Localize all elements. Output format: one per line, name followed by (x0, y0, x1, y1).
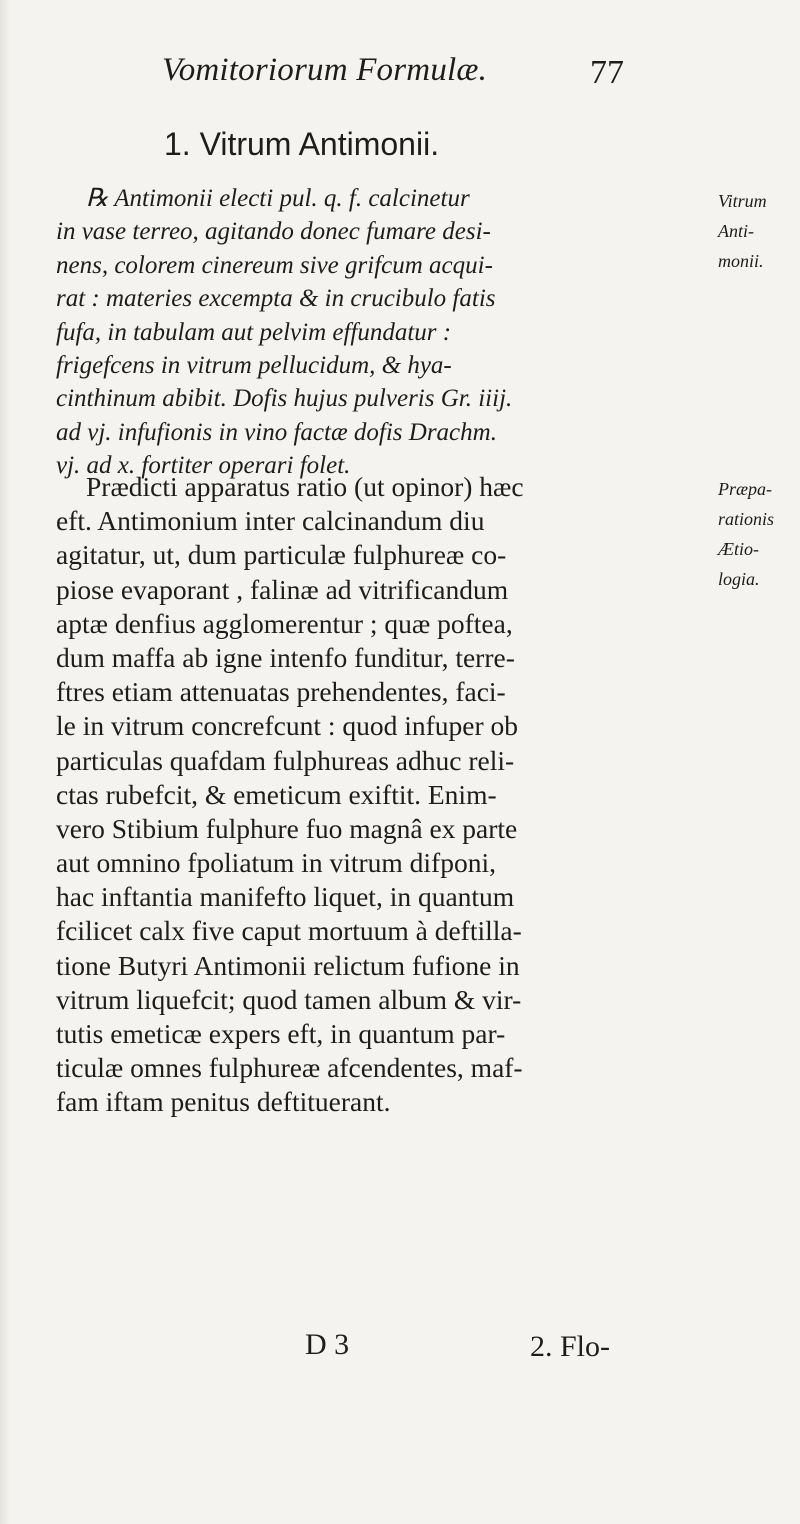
margin-note-line: logia. (718, 569, 760, 589)
catchword: 2. Flo- (530, 1330, 611, 1363)
commentary-line: piose evaporant , falinæ ad vitrificandum (56, 573, 509, 605)
commentary-line: le in vitrum concrefcunt : quod infuper ob (56, 710, 519, 742)
margin-note-aetiologia (718, 474, 798, 594)
binding-shadow (0, 0, 10, 1524)
commentary-line: vero Stibium fulphure fuo magnâ ex parte (56, 812, 518, 844)
recipe-block (56, 182, 706, 483)
commentary-line: aptæ denfius agglomerentur ; quæ poftea, (56, 607, 513, 639)
commentary-line: ticulæ omnes fulphureæ afcendentes, maf- (56, 1052, 523, 1084)
commentary-line: ctas rubefcit, & emeticum exiftit. Enim- (56, 778, 497, 810)
commentary-line: tione Butyri Antimonii relictum fufione in (56, 949, 520, 981)
page-number: 77 (590, 54, 624, 91)
recipe-line: cinthinum abibit. Dofis hujus pulveris Gr. iiij. (56, 385, 513, 413)
recipe-line: rat : materies excempta & in crucibulo fatis (56, 285, 496, 313)
margin-note-line: Præpa- (718, 479, 772, 499)
signature-mark: D 3 (305, 1328, 350, 1361)
margin-note-line: Vitrum (718, 191, 767, 211)
commentary-line: agitatur, ut, dum particulæ fulphureæ co- (56, 539, 507, 571)
recipe-line: fufa, in tabulam aut pelvim effundatur : (56, 318, 452, 346)
commentary-line: aut omnino fpoliatum in vitrum difponi, (56, 847, 496, 879)
recipe-line: in vase terreo, agitando donec fumare desi- (56, 218, 491, 246)
commentary-line: ftres etiam attenuatas prehendentes, faci- (56, 676, 506, 708)
margin-note-line: Anti- (718, 221, 754, 241)
commentary-line: fam iftam penitus deftituerant. (56, 1086, 391, 1118)
commentary-line: particulas quafdam fulphureas adhuc reli- (56, 744, 515, 776)
commentary-block (56, 470, 706, 1120)
commentary-line: eft. Antimonium inter calcinandum diu (56, 505, 485, 537)
margin-note-line: rationis (718, 509, 775, 529)
commentary-line: hac inftantia manifefto liquet, in quantum (56, 881, 515, 913)
commentary-line: fcilicet calx five caput mortuum à deftilla- (56, 915, 522, 947)
recipe-line: frigefcens in vitrum pellucidum, & hya- (56, 351, 452, 379)
commentary-line: Prædicti apparatus ratio (ut opinor) hæc (86, 471, 524, 502)
commentary-line: tutis emeticæ expers eft, in quantum par- (56, 1018, 506, 1049)
commentary-line: dum maffa ab igne intenfo funditur, terre- (56, 641, 515, 673)
recipe-line: vj. ad x. fortiter operari folet. (56, 452, 351, 480)
recipe-line: ad vj. infufionis in vino factæ dofis Drachm. (56, 418, 497, 446)
recipe-line: nens, colorem cinereum sive grifcum acqui- (56, 251, 493, 279)
margin-note-vitrum (718, 186, 798, 276)
section-title: 1. Vitrum Antimonii. (164, 126, 440, 162)
running-head: Vomitoriorum Formulæ. (162, 52, 488, 88)
margin-note-line: monii. (718, 251, 764, 271)
margin-note-line: Ætio- (718, 539, 760, 559)
recipe-line: ℞ Antimonii electi pul. q. f. calcinetur (86, 185, 470, 212)
commentary-line: vitrum liquefcit; quod tamen album & vir- (56, 983, 522, 1015)
